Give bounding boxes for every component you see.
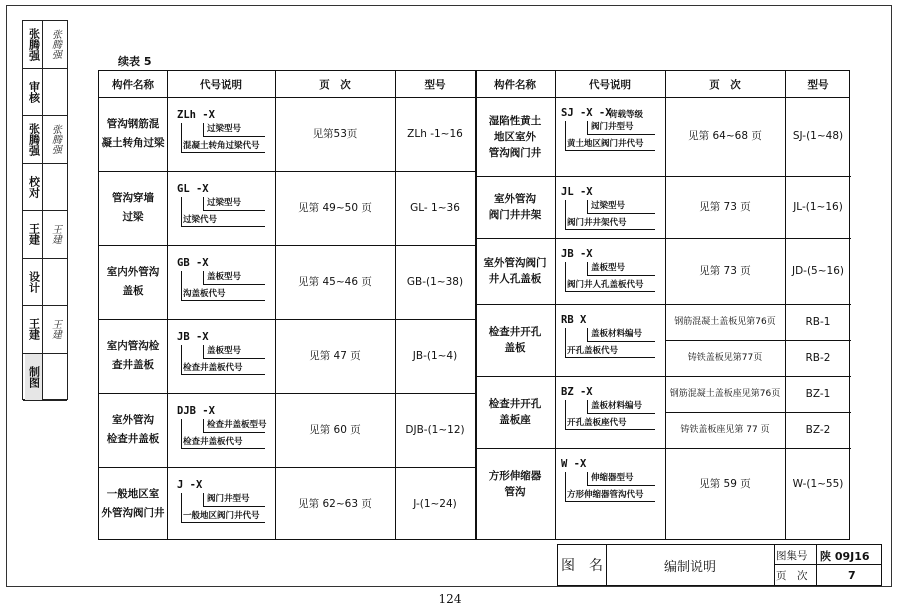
page-reference: 钢筋混凝土盖板座见第76页 [669, 388, 781, 399]
model-number: W-(1~55) [792, 477, 844, 490]
code-type-label: 过梁型号 [591, 201, 626, 211]
signature-cell [23, 116, 67, 164]
page-reference: 钢筋混凝土盖板见第76页 [674, 316, 776, 327]
model-number: RB-1 [805, 315, 831, 328]
component-name-line: 一般地区室 [106, 488, 160, 500]
code-type-label: 过梁型号 [207, 124, 242, 134]
atlas-number: 陕 09J16 [820, 549, 870, 563]
code-symbol: JL -X [561, 186, 593, 198]
page-reference: 见第 64~68 页 [688, 130, 762, 142]
signature-cell [23, 306, 67, 354]
model-number: JL-(1~16) [793, 200, 843, 213]
code-type-label: 伸缩器型号 [591, 473, 634, 483]
code-diagram [177, 479, 269, 531]
signature-role: 校对 [25, 164, 43, 211]
component-name-line: 方形伸缩器 [488, 470, 542, 482]
signature-mark [45, 358, 65, 397]
signature-cell [23, 164, 67, 212]
code-type-label: 过梁型号 [207, 198, 242, 208]
signature-cell [23, 211, 67, 259]
code-symbol: ZLh -X [177, 109, 215, 121]
component-name-line: 阀门井井架 [488, 209, 542, 221]
header-type-right: 型号 [807, 78, 829, 91]
page-reference: 见第 45~46 页 [298, 275, 372, 288]
component-name-line: 外管沟阀门井 [101, 507, 165, 519]
component-name-line: 管沟 [504, 486, 526, 498]
page-reference: 见第 59 页 [699, 477, 751, 490]
code-symbol: JB -X [177, 331, 209, 343]
signature-mark: 王建 [49, 224, 61, 245]
code-prefix-label: 混凝土转角过梁代号 [183, 141, 260, 151]
signature-role: 张腾强 [25, 116, 43, 163]
model-number: J-(1~24) [413, 497, 457, 510]
component-name [475, 376, 555, 448]
code-type-label: 检查井盖板型号 [207, 420, 267, 430]
code-diagram [561, 458, 659, 510]
code-type-label: 盖板材料编号 [591, 329, 643, 339]
component-name-line: 室外管沟 [494, 193, 536, 205]
component-name-line: 检查井开孔 [488, 326, 542, 338]
component-name-line: 室外管沟 [112, 414, 154, 426]
code-diagram [561, 248, 659, 300]
component-name-line: 室外管沟阀门 [483, 257, 547, 269]
model-number: BZ-2 [805, 423, 831, 436]
signature-role: 设计 [25, 259, 43, 306]
component-name-line: 管沟钢筋混 [106, 118, 160, 130]
header-code-right: 代号说明 [589, 78, 631, 91]
header-name-left: 构件名称 [112, 78, 154, 91]
code-symbol: GB -X [177, 257, 209, 269]
page-reference: 铸铁盖板见第77页 [687, 352, 763, 363]
page-reference: 见第 73 页 [699, 264, 751, 277]
code-diagram [177, 405, 269, 457]
code-prefix-label: 开孔盖板座代号 [567, 418, 627, 428]
code-prefix-label: 开孔盖板代号 [567, 346, 619, 356]
code-prefix-label: 沟盖板代号 [183, 289, 226, 299]
code-symbol: SJ -X -X [561, 107, 612, 119]
signature-mark: 王建 [49, 319, 61, 340]
page-reference: 见第 62~63 页 [298, 497, 372, 510]
component-name [99, 171, 167, 245]
code-diagram [177, 183, 269, 235]
code-prefix-label: 检查井盖板代号 [183, 437, 243, 447]
signature-cell [23, 21, 67, 69]
component-name [99, 245, 167, 319]
code-type-label: 盖板型号 [207, 272, 242, 282]
component-name [99, 97, 167, 171]
code-type-label: 盖板型号 [591, 263, 626, 273]
code-diagram [177, 109, 269, 161]
component-name-line: 检查井开孔 [488, 398, 542, 410]
header-page-right: 页 次 [709, 78, 741, 91]
signature-mark: 张腾强 [49, 29, 61, 60]
component-name [475, 448, 555, 520]
model-number: JD-(5~16) [791, 264, 844, 277]
header-code-left: 代号说明 [200, 78, 242, 91]
code-diagram [561, 107, 659, 159]
code-symbol: BZ -X [561, 386, 593, 398]
code-symbol: JB -X [561, 248, 593, 260]
code-type-label: 阀门井型号 [207, 494, 250, 504]
code-prefix-label: 阀门井人孔盖板代号 [567, 280, 644, 290]
component-name [475, 304, 555, 376]
page-reference: 见第 73 页 [699, 200, 751, 213]
model-number: SJ-(1~48) [792, 130, 844, 142]
code-type-label: 盖板材料编号 [591, 401, 643, 411]
code-symbol: J -X [177, 479, 203, 491]
signature-cell [23, 354, 67, 402]
model-number: ZLh -1~16 [407, 127, 463, 140]
component-name-line: 查井盖板 [112, 359, 154, 371]
signature-role: 张腾强 [25, 21, 43, 68]
code-load-label: 荷载等级 [609, 110, 644, 120]
title-label: 图 名 [558, 545, 607, 585]
component-name-line: 管沟穿墙 [112, 192, 154, 204]
page-label: 页 次 [776, 570, 808, 582]
page-reference: 铸铁盖板座见第 77 页 [680, 424, 770, 435]
signature-role: 王建 [25, 306, 43, 353]
header-name-right: 构件名称 [494, 78, 536, 91]
signature-role: 王建 [25, 211, 43, 258]
page-reference: 见第53页 [312, 127, 358, 140]
component-name [475, 97, 555, 176]
header-type-left: 型号 [424, 78, 446, 91]
code-type-label: 阀门井型号 [591, 122, 634, 132]
component-table [98, 70, 850, 540]
component-name-line: 室内管沟检 [106, 340, 160, 352]
component-name-line: 盖板座 [499, 414, 531, 426]
code-symbol: GL -X [177, 183, 209, 195]
signature-mark: 张腾强 [49, 124, 61, 155]
component-name [99, 467, 167, 541]
component-name-line: 过梁 [122, 211, 144, 223]
signature-cell [23, 259, 67, 307]
page-reference: 见第 49~50 页 [298, 201, 372, 214]
code-prefix-label: 一般地区阀门井代号 [183, 511, 260, 521]
signature-mark [45, 168, 65, 207]
code-diagram [561, 386, 659, 438]
page-reference: 见第 47 页 [309, 349, 361, 362]
component-name [99, 319, 167, 393]
sheet-page-number: 7 [848, 569, 856, 582]
component-name-line: 地区室外 [494, 130, 536, 143]
component-name [475, 176, 555, 238]
component-name-line: 检查井盖板 [106, 433, 160, 445]
code-prefix-label: 方形伸缩器管沟代号 [567, 490, 644, 500]
page-number: 124 [438, 592, 462, 606]
signature-cell [23, 69, 67, 117]
page-reference: 见第 60 页 [309, 423, 361, 436]
code-prefix-label: 检查井盖板代号 [183, 363, 243, 373]
component-name [475, 238, 555, 304]
signature-role: 制图 [25, 354, 43, 401]
component-name-line: 管沟阀门井 [488, 146, 542, 159]
header-page-left: 页 次 [319, 78, 351, 91]
title-block [557, 544, 882, 586]
code-prefix-label: 黄土地区阀门井代号 [567, 139, 644, 149]
code-symbol: DJB -X [177, 405, 215, 417]
code-prefix-label: 阀门井井架代号 [567, 218, 627, 228]
code-symbol: W -X [561, 458, 587, 470]
model-number: DJB-(1~12) [405, 423, 465, 436]
model-number: JB-(1~4) [412, 349, 458, 362]
component-name [99, 393, 167, 467]
code-diagram [561, 186, 659, 238]
code-type-label: 盖板型号 [207, 346, 242, 356]
signature-role: 审核 [25, 69, 43, 116]
code-diagram [177, 257, 269, 309]
model-number: RB-2 [805, 351, 831, 364]
code-symbol: RB X [561, 314, 587, 326]
code-prefix-label: 过梁代号 [183, 215, 218, 225]
component-name-line: 盖板 [504, 342, 526, 354]
model-number: BZ-1 [805, 387, 831, 400]
model-number: GB-(1~38) [406, 275, 464, 288]
table-subtitle: 续表 5 [118, 55, 152, 68]
component-name-line: 盖板 [122, 285, 144, 297]
component-name-line: 湿陷性黄土 [488, 114, 542, 127]
component-name-line: 凝土转角过梁 [101, 137, 165, 149]
model-number: GL- 1~36 [410, 201, 460, 214]
code-diagram [561, 314, 659, 366]
component-name-line: 室内外管沟 [106, 266, 160, 278]
drawing-title: 编制说明 [606, 545, 775, 585]
component-name-line: 井人孔盖板 [488, 273, 542, 285]
code-diagram [177, 331, 269, 383]
atlas-number-label: 图集号 [776, 550, 808, 562]
signature-mark [45, 73, 65, 112]
signature-column [22, 20, 68, 400]
signature-mark [45, 263, 65, 302]
